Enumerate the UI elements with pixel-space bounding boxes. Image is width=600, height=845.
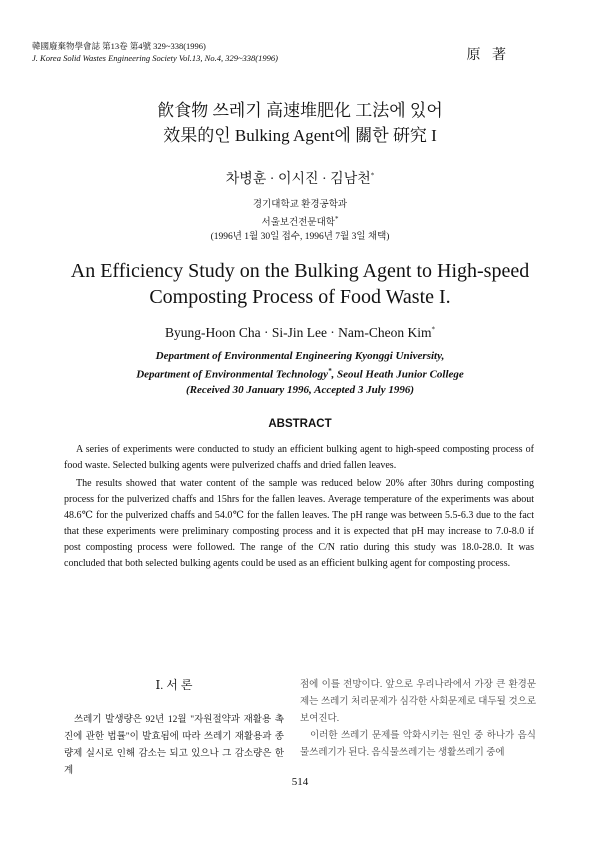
english-affiliation — [0, 349, 600, 398]
right-column-paragraph-1: 점에 이를 전망이다. 앞으로 우리나라에서 가장 큰 환경문제는 쓰레기 처리문제가 심각한 사회문제로 대두될 것으로 보여진다. — [300, 680, 536, 724]
right-column-paragraph-2: 이러한 쓰레기 문제를 악화시키는 원인 중 하나가 음식물쓰레기가 된다. 음식물쓰레기는 생활쓰레기 중에 — [300, 731, 536, 758]
korean-affiliation-line1: 경기대학교 환경공학과 — [252, 200, 348, 210]
korean-title-line1: 飮食物 쓰레기 高速堆肥化 工法에 있어 — [157, 101, 443, 120]
korean-affiliation-mark: * — [334, 215, 339, 223]
english-title-line1: An Efficiency Study on the Bulking Agent to High-speed — [70, 260, 530, 282]
english-authors — [0, 325, 600, 341]
english-title — [0, 258, 600, 310]
english-affiliation-dates: (Received 30 January 1996, Accepted 3 July 1996) — [185, 383, 415, 396]
journal-header-english: J. Korea Solid Wastes Engineering Society Vol.13, No.4, 329~338(1996) — [32, 53, 278, 63]
english-author-mark: * — [431, 325, 436, 334]
korean-authors — [0, 168, 600, 188]
korean-affiliation — [0, 198, 600, 244]
korean-title-line2: 效果的인 Bulking Agent에 關한 硏究 I — [163, 126, 437, 145]
english-author-names: Byung-Hoon Cha · Si-Jin Lee · Nam-Cheon Kim — [164, 325, 432, 340]
left-column — [64, 677, 284, 780]
korean-author-names: 차병훈 · 이시진 · 김남천 — [225, 172, 371, 187]
journal-header-korean: 韓國廢棄物學會誌 第13卷 第4號 329~338(1996) — [32, 41, 206, 51]
abstract-body — [64, 442, 534, 574]
journal-header — [32, 40, 278, 64]
left-column-paragraph: 쓰레기 발생량은 92년 12월 "자원절약과 재활용 촉진에 관한 법률"이 발효됨에 따라 쓰레기 재활용과 종량제 실시로 인해 감소는 되고 있으나 그 감소량은 한계 — [64, 715, 284, 776]
english-affiliation-line2b: , Seoul Heath Junior College — [331, 368, 464, 381]
abstract-heading: ABSTRACT — [268, 418, 332, 430]
korean-author-mark: * — [370, 171, 375, 180]
abstract-paragraph-1: A series of experiments were conducted to study an efficient bulking agent to high-speed composting process of food waste. Selected bulking agents were pulverized chaffs and dried fallen leaves. — [64, 444, 534, 471]
english-affiliation-line2a: Department of Environmental Technology — [136, 368, 328, 381]
korean-affiliation-line2: 서울보건전문대학 — [261, 218, 335, 229]
korean-affiliation-dates: (1996년 1월 30일 접수, 1996년 7월 3일 채택) — [210, 232, 390, 243]
english-affiliation-mark: * — [327, 367, 332, 375]
english-title-line2: Composting Process of Food Waste I. — [149, 286, 451, 308]
right-column — [300, 677, 536, 762]
page-number: 514 — [291, 776, 309, 788]
article-type-badge: 原 著 — [466, 48, 510, 63]
abstract-paragraph-2: The results showed that water content of the sample was reduced below 20% after 30hrs during composting process for the pulverized chaffs and 15hrs for the fallen leaves. Average temperature of the experiments was about 48.6℃ for the pulverized chaffs and 54.0℃ for the fallen leaves. The pH range was between 5.5-6.3 due to the fact that these experiments were preliminary composting process and it is expected that pH may increase to 7.0-8.0 if post composting process were followed. The range of the C/N ratio during this study was 18.0-28.0. It was concluded that both selected bulking agents could be used as an efficient bulking agent for composting process. — [64, 478, 534, 569]
english-affiliation-line1: Department of Environmental Engineering Kyonggi University, — [155, 350, 445, 362]
korean-title — [0, 98, 600, 148]
section-heading-introduction: Ⅰ. 서 론 — [155, 678, 193, 692]
